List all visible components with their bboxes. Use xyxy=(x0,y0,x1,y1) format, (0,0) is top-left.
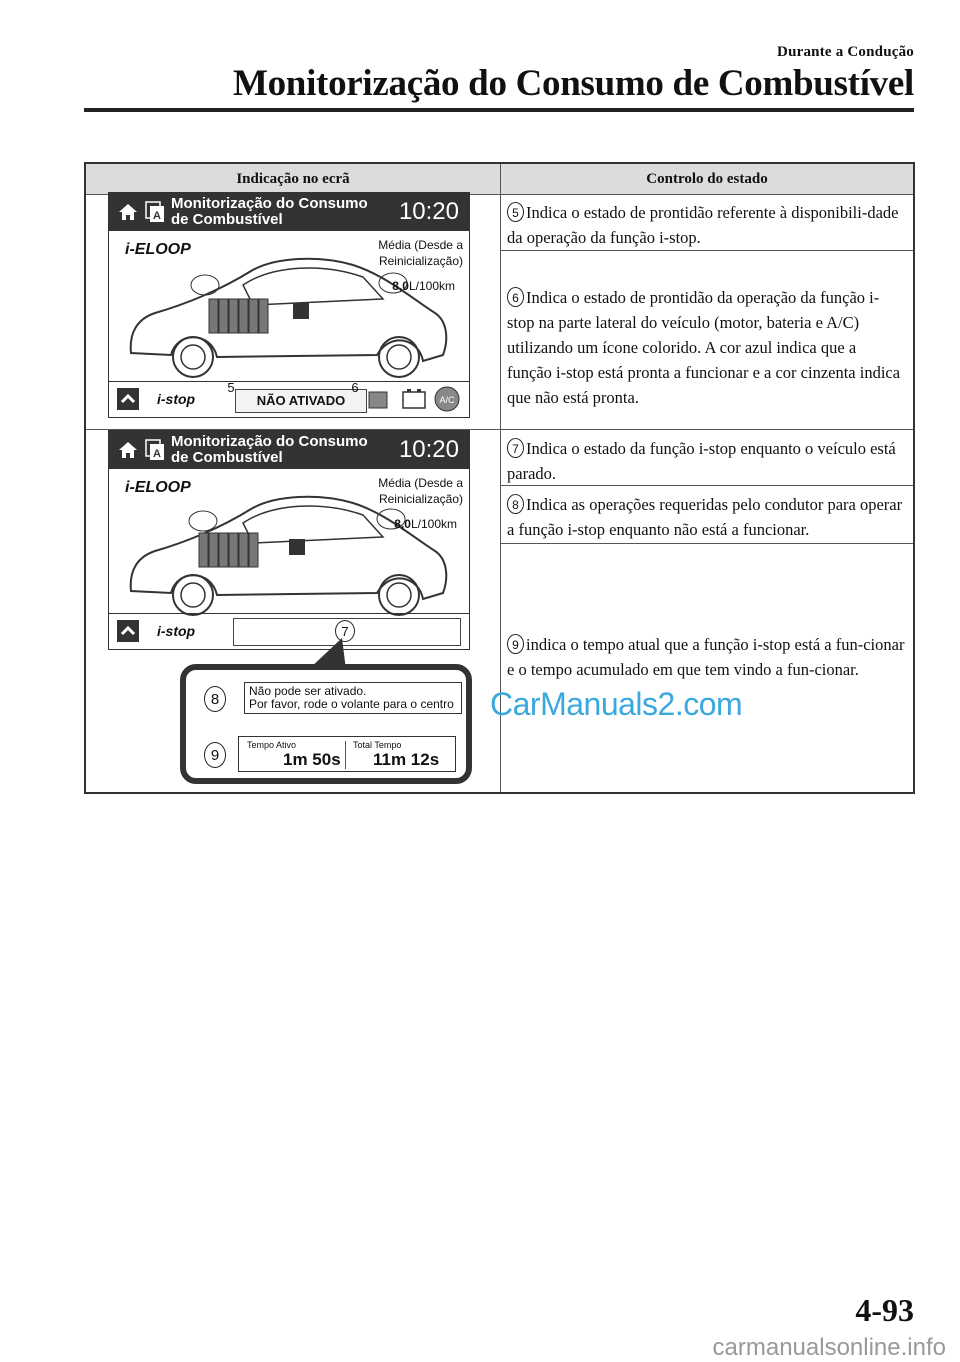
table-row xyxy=(501,251,913,431)
clock: 10:20 xyxy=(398,198,459,225)
callout-number: 5 xyxy=(507,202,524,222)
footer-url[interactable]: carmanualsonline.info xyxy=(712,1334,946,1361)
scroll-up-icon[interactable] xyxy=(117,620,139,642)
cannot-activate-message: Não pode ser ativado. Por favor, rode o volante para o centro xyxy=(244,682,462,714)
info-bubble xyxy=(180,664,472,784)
svg-text:A/C: A/C xyxy=(439,395,455,405)
screen-title: Monitorização do Consumo de Combustível xyxy=(171,433,368,466)
average-label: Média (Desde a Reinicialização) xyxy=(378,238,463,268)
table-row xyxy=(501,194,913,250)
header-rule xyxy=(84,108,914,112)
table-row xyxy=(501,430,913,486)
section-label: Durante a Condução xyxy=(777,44,914,60)
active-time-label: Tempo Ativo xyxy=(247,740,297,750)
col-header-display: Indicação no ecrã xyxy=(86,164,500,195)
display-screen-1 xyxy=(108,192,470,418)
callout-number: 7 xyxy=(507,438,524,458)
callout-9: 9 xyxy=(204,742,226,768)
svg-text:A: A xyxy=(153,210,161,222)
fuel-consumption: 8,0L/100km xyxy=(392,279,455,293)
screen-title: Monitorização do Consumo de Combustível xyxy=(171,195,368,228)
watermark: CarManuals2.com xyxy=(490,686,743,722)
callout-8: 8 xyxy=(204,686,226,712)
callout-5: 5 xyxy=(227,380,235,395)
home-icon xyxy=(117,440,139,460)
display-screen-2 xyxy=(108,430,470,650)
total-time-value: 11m 12s xyxy=(373,750,440,769)
auto-icon xyxy=(145,201,165,223)
timer-divider xyxy=(345,741,346,769)
clock: 10:20 xyxy=(398,436,459,463)
screen-header xyxy=(109,431,469,469)
istop-logo: i-stop xyxy=(157,623,196,639)
auto-icon xyxy=(145,439,165,461)
scroll-up-icon[interactable] xyxy=(117,388,139,410)
row-text: Indica o estado de prontidão da operação da função i-stop na parte lateral do veículo (motor, bateria e A/C) utilizando um ícone colorido. A cor azul indica que a função i-stop está pronta a funcionar e a cor cinzenta indica que não está pronta. xyxy=(507,288,901,407)
not-active-status: NÃO ATIVADO xyxy=(235,389,367,413)
callout-number: 6 xyxy=(507,287,524,307)
row-text: Indica o estado de prontidão referente à disponibili-dade da operação da função i-stop. xyxy=(507,203,899,247)
istop-bar xyxy=(109,381,469,418)
ieloop-logo: i-ELOOP xyxy=(125,241,191,258)
table-row xyxy=(501,486,913,544)
col-header-status: Controlo do estado xyxy=(501,164,913,195)
active-time-value: 1m 50s xyxy=(283,750,341,769)
istop-timer xyxy=(238,736,456,772)
istop-bar xyxy=(109,613,469,650)
row-text: Indica o estado da função i-stop enquanto o veículo está parado. xyxy=(507,439,896,483)
callout-6: 6 xyxy=(351,380,359,395)
row-text: Indica as operações requeridas pelo condutor para operar a função i-stop enquanto não está a funcionar. xyxy=(507,495,903,539)
row-text: indica o tempo atual que a função i-stop está a fun-cionar e o tempo acumulado em que tem vindo a fun-cionar. xyxy=(507,635,905,679)
total-time-label: Total Tempo xyxy=(353,740,402,750)
callout-number: 9 xyxy=(507,634,524,654)
callout-7: 7 xyxy=(335,620,355,642)
screen-header xyxy=(109,193,469,231)
fuel-consumption: 8,0L/100km xyxy=(394,517,457,531)
average-label: Média (Desde a Reinicialização) xyxy=(378,476,463,506)
callout-number: 8 xyxy=(507,494,524,514)
svg-text:A: A xyxy=(153,448,161,460)
home-icon xyxy=(117,202,139,222)
page-number: 4-93 xyxy=(855,1292,914,1328)
table-row xyxy=(501,544,913,794)
page-title: Monitorização do Consumo de Combustível xyxy=(232,63,914,104)
ieloop-logo: i-ELOOP xyxy=(125,479,191,496)
engine-battery-ac-icons xyxy=(367,384,463,414)
istop-logo: i-stop xyxy=(157,391,196,407)
